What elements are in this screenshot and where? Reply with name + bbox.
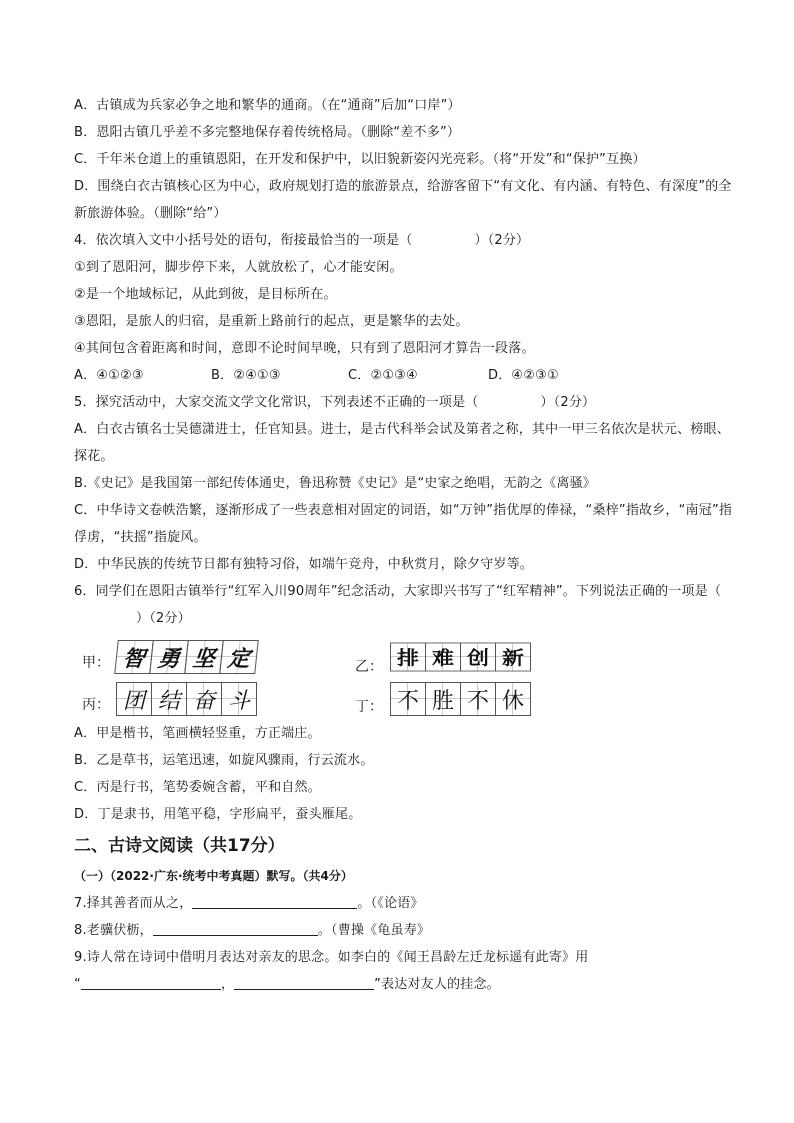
char-box: 难 bbox=[425, 643, 461, 672]
q4-sentence-2: ②是一个地域标记，从此到彼，是目标所在。 bbox=[74, 287, 337, 302]
q6-stem-points: ）（2分） bbox=[136, 611, 191, 626]
q4-sentence-3: ③恩阳，是旅人的归宿，是重新上路前行的起点，更是繁华的去处。 bbox=[74, 314, 469, 329]
q3-option-a: A．古镇成为兵家必争之地和繁华的通商。（在“通商”后加“口岸”） bbox=[74, 98, 461, 113]
char-box: 新 bbox=[495, 643, 531, 672]
calligraphy-bing bbox=[116, 682, 256, 716]
q4-sentence-4: ④其间包含着距离和时间，意即不论时间早晚，只有到了恩阳河才算告一段落。 bbox=[74, 341, 535, 356]
q6-option-c: C．丙是行书，笔势委婉含蓄，平和自然。 bbox=[74, 780, 321, 795]
char-box: 结 bbox=[151, 682, 187, 716]
char-box: 休 bbox=[495, 682, 531, 716]
q5-option-d: D．中华民族的传统节日都有独特习俗，如端午竞舟，中秋赏月，除夕守岁等。 bbox=[74, 557, 534, 572]
q7-source: 。（《论语》 bbox=[357, 896, 424, 911]
q9-comma: ， bbox=[220, 977, 235, 992]
char-box: 不 bbox=[390, 682, 426, 716]
q7-line bbox=[74, 890, 734, 917]
q8-blank[interactable] bbox=[153, 920, 318, 936]
q3-option-d: D．围绕白衣古镇核心区为中心，政府规划打造的旅游景点，给游客留下“有文化、有内涵、有特色、有深度”的全新旅游体验。（删除“给”） bbox=[74, 179, 732, 221]
q4-option-c: C．②①③④ bbox=[348, 368, 418, 383]
char-box: 坚 bbox=[184, 640, 224, 674]
q7-text: 7.择其善者而从之， bbox=[74, 896, 193, 911]
char-box: 智 bbox=[114, 640, 154, 674]
q5-stem bbox=[74, 389, 734, 416]
q9-suffix: ”表达对友人的挂念。 bbox=[374, 977, 500, 992]
q7-blank[interactable] bbox=[192, 893, 357, 909]
label-jia: 甲： bbox=[82, 655, 110, 671]
char-box: 奋 bbox=[186, 682, 222, 716]
q6-stem bbox=[74, 578, 734, 632]
q5-stem-text: 5．探究活动中，大家交流文学文化常识，下列表述不正确的一项是（ bbox=[74, 395, 479, 410]
section-title: 二、古诗文阅读（共17分） bbox=[74, 836, 285, 856]
q8-source: 。（曹操《龟虽寿》 bbox=[317, 923, 431, 938]
q3-option-c: C．千年米仓道上的重镇恩阳，在开发和保护中，以旧貌新姿闪光亮彩。（将“开发”和“保护”互换） bbox=[74, 152, 646, 167]
q4-stem-points: ）（2分） bbox=[474, 233, 530, 248]
q4-sentence-1: ①到了恩阳河，脚步停下来，人就放松了，心才能安闲。 bbox=[74, 260, 403, 275]
label-ding: 丁： bbox=[355, 699, 383, 715]
q6-option-d: D．丁是隶书，用笔平稳，字形扁平，蚕头雁尾。 bbox=[74, 807, 362, 822]
label-bing: 丙： bbox=[82, 697, 110, 713]
char-box: 定 bbox=[219, 640, 259, 674]
label-yi: 乙： bbox=[355, 659, 383, 675]
q4-options bbox=[74, 362, 734, 389]
q9-blanks-line bbox=[74, 971, 734, 998]
q4-stem bbox=[74, 227, 734, 254]
q4-option-a: A．④①②③ bbox=[74, 368, 144, 383]
q4-option-b: B．②④①③ bbox=[211, 368, 281, 383]
q5-option-c: C．中华诗文卷帙浩繁，逐渐形成了一些表意相对固定的词语，如“万钟”指优厚的俸禄，“桑梓”指故乡，“南冠”指俘虏，“扶摇”指旋风。 bbox=[74, 503, 733, 545]
section-subheading: （一）（2022·广东·统考中考真题）默写。（共4分） bbox=[74, 869, 353, 883]
q4-option-d: D．④②③① bbox=[488, 368, 559, 383]
q5-option-a: A．白衣古镇名士吴德潇进士，任官知县。进士，是古代科举会试及第者之称，其中一甲三名依次是状元、榜眼、探花。 bbox=[74, 422, 730, 464]
q9-open-quote: “ bbox=[74, 977, 81, 992]
q6-stem-text: 6．同学们在恩阳古镇举行“红军入川90周年”纪念活动，大家即兴书写了“红军精神”。下列说法正确的一项是（ bbox=[74, 584, 722, 599]
q4-stem-text: 4．依次填入文中小括号处的语句，衔接最恰当的一项是（ bbox=[74, 233, 413, 248]
char-box: 勇 bbox=[149, 640, 189, 674]
q9-blank-2[interactable] bbox=[234, 974, 374, 990]
calligraphy-ding bbox=[390, 682, 530, 716]
calligraphy-jia bbox=[116, 640, 256, 674]
char-box: 团 bbox=[116, 682, 152, 716]
q6-option-a: A．甲是楷书，笔画横轻竖重，方正端庄。 bbox=[74, 726, 321, 741]
char-box: 排 bbox=[390, 643, 426, 672]
q3-option-b: B．恩阳古镇几乎差不多完整地保存着传统格局。（删除“差不多”） bbox=[74, 125, 461, 140]
calligraphy-yi bbox=[390, 640, 530, 674]
char-box: 创 bbox=[460, 643, 496, 672]
q5-option-b: B.《史记》是我国第一部纪传体通史，鲁迅称赞《史记》是“史家之绝唱，无韵之《离骚》 bbox=[74, 476, 596, 491]
q6-option-b: B．乙是草书，运笔迅速，如旋风骤雨，行云流水。 bbox=[74, 753, 374, 768]
q9-line: 9.诗人常在诗词中借明月表达对亲友的思念。如李白的《闻王昌龄左迁龙标遥有此寄》用 bbox=[74, 950, 589, 965]
exam-page bbox=[74, 92, 734, 998]
char-box: 不 bbox=[460, 682, 496, 716]
q9-blank-1[interactable] bbox=[81, 974, 221, 990]
char-box: 胜 bbox=[425, 682, 461, 716]
q8-text: 8.老骥伏枥， bbox=[74, 923, 153, 938]
q8-line bbox=[74, 917, 734, 944]
q5-stem-points: ）（2分） bbox=[540, 395, 596, 410]
calligraphy-samples bbox=[74, 638, 734, 720]
char-box: 斗 bbox=[221, 682, 257, 716]
